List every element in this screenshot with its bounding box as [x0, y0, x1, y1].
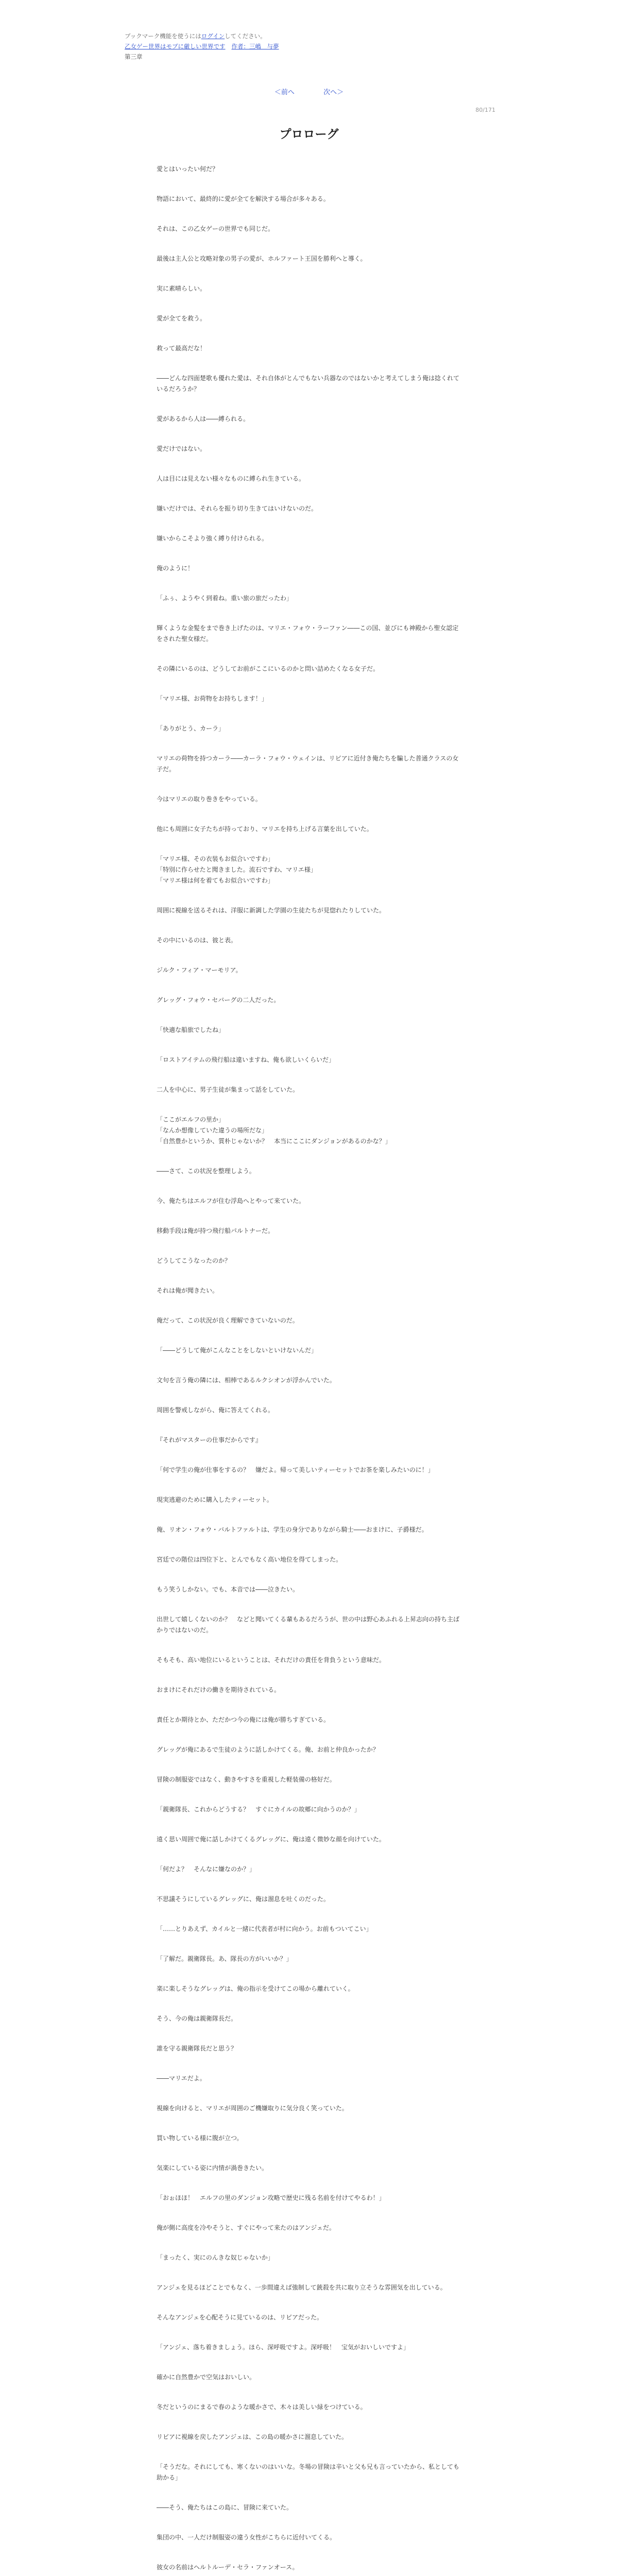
paragraph: 気楽にしている姿に内情が渦巻きたい。: [157, 2164, 268, 2172]
paragraph: 「ふぅ、ようやく到着ね。重い旅の旅だったわ」: [157, 595, 293, 602]
paragraph: 愛とはいったい何だ？: [157, 165, 219, 173]
paragraph: 買い物している様に腹が立つ。: [157, 2134, 243, 2142]
paragraph-gap: [157, 234, 460, 253]
paragraph: 「おぉほほ！ エルフの里のダンジョン攻略で歴史に残る名前を付けてやるわ！」: [157, 2194, 385, 2201]
prev-link[interactable]: ＜前へ: [274, 89, 295, 96]
paragraph: 現実逃避のために購入したティーセット。: [157, 1496, 273, 1503]
login-link[interactable]: ログイン: [201, 32, 225, 40]
paragraph: 集団の中、一人だけ制服姿の違う女性がこちらに近付いてくる。: [157, 2534, 336, 2541]
paragraph: 文句を言う俺の隣には、相棒であるルクシオンが浮かんでいた。: [157, 1377, 336, 1384]
paragraph: そう、今の俺は親衛隊長だ。: [157, 2015, 237, 2022]
paragraph: 輝くような金髪をまで巻き上げたのは、マリエ・フォウ・ラーファン――この国、並びにも神殿から聖女認定をされた聖女様だ。: [157, 624, 459, 642]
paragraph: 「――どうして俺がこんなことをしないといけないんだ」: [157, 1347, 318, 1354]
paragraph: ――どんな四面楚歌も優れた愛は、それ自体がとんでもない兵器なのではないかと考えてしまう俺は捻くれているだろうか？: [157, 375, 460, 393]
paragraph: そもそも、高い地位にいるということは、それだけの責任を背負うという意味だ。: [157, 1656, 386, 1664]
paragraph: 「親衛隊長、これからどうする？ すぐにカイルの故郷に向かうのか？」: [157, 1806, 360, 1813]
paragraph: どうしてこうなったのか？: [157, 1257, 231, 1264]
paragraph: グレッグ・フォウ・セバーグの二人だった。: [157, 996, 280, 1004]
paragraph: ――マリエだよ。: [157, 2075, 206, 2082]
paragraph-gap: [157, 2144, 460, 2163]
paragraph-gap: [157, 1815, 460, 1834]
paragraph-gap: [157, 324, 460, 343]
paragraph-gap: [157, 2323, 460, 2342]
paragraph: 二人を中心に、男子生徒が集まって話をしていた。: [157, 1086, 299, 1093]
paragraph: 物語において、最終的に愛が全てを解決する場合が多々ある。: [157, 195, 330, 202]
paragraph: 愛だけではない。: [157, 445, 207, 452]
paragraph: 「マリエ様、お荷物をお持ちします！」: [157, 695, 268, 702]
paragraph-gap: [157, 674, 460, 693]
paragraph-gap: [157, 1964, 460, 1984]
paragraph-gap: [157, 1356, 460, 1375]
page-header: [125, 31, 495, 62]
paragraph: 宮廷での階位は四位下と、とんでもなく高い地位を得てしまった。: [157, 1556, 342, 1563]
paragraph: 救って最高だな！: [157, 345, 207, 352]
paragraph-gap: [157, 574, 460, 593]
paragraph: 愛が全てを救う。: [157, 315, 207, 322]
paragraph: 確かに自然豊かで空気はおいしい。: [157, 2374, 256, 2381]
paragraph-gap: [157, 2383, 460, 2402]
paragraph-gap: [157, 645, 460, 664]
paragraph: 彼女の名前はヘルトルーデ・セラ・ファンオース。: [157, 2564, 299, 2571]
paragraph: 移動手段は俺が持つ飛行船パルトナーだ。: [157, 1227, 274, 1234]
paragraph-gap: [157, 484, 460, 503]
paragraph-gap: [157, 1636, 460, 1655]
paragraph: 俺、リオン・フォウ・バルトファルトは、学生の身分でありながら騎士――おまけに、子爵様だ。: [157, 1526, 428, 1533]
paragraph-gap: [157, 1207, 460, 1226]
paragraph: 誰を守る親衛隊長だと思う？: [157, 2045, 237, 2052]
paragraph: 嫌いだけでは、それらを振り切り生きてはいけないのだ。: [157, 505, 318, 512]
paragraph: 視線を向けると、マリエが周囲のご機嫌取りに気分良く笑っていた。: [157, 2105, 348, 2112]
paragraph-gap: [157, 2443, 460, 2462]
paragraph: 不思議そうにしているグレッグに、俺は溜息を吐くのだった。: [157, 1895, 330, 1903]
login-notice: [125, 31, 495, 41]
paragraph-gap: [157, 2263, 460, 2282]
paragraph: アンジェを見るほどことでもなく、一歩間違えば強制して銃殺を共に取り立そうな雰囲気を出している。: [157, 2284, 447, 2291]
paragraph: 「マリエ様、その衣装もお似合いですわ」 「特別に作らせたと聞きました。流石ですわ、マリエ様」 「マリエ様は何を着てもお似合いですわ」: [157, 855, 317, 884]
paragraph: 「まったく、実にのんきな奴じゃないか」: [157, 2254, 274, 2261]
paragraph-gap: [157, 1565, 460, 1584]
series-info: [125, 41, 495, 52]
paragraph: ――そう、俺たちはこの島に、冒険に来ていた。: [157, 2504, 293, 2511]
notice-suffix: してください。: [225, 32, 266, 40]
paragraph: 周囲に視線を送るそれは、洋服に新調した学園の生徒たちが見惚れたりしていた。: [157, 907, 386, 914]
paragraph-gap: [157, 916, 460, 935]
paragraph: マリエの荷物を持つカーラ――カーラ・フォウ・ウェインは、リビアに近付き俺たちを騙した普通クラスの女子だ。: [157, 755, 459, 773]
paragraph: その隣にいるのは、どうしてお前がここにいるのかと問い詰めたくなる女子だ。: [157, 665, 380, 672]
paragraph-gap: [157, 2024, 460, 2043]
paragraph-gap: [157, 1095, 460, 1114]
paragraph-gap: [157, 775, 460, 794]
paragraph-gap: [157, 1476, 460, 1495]
paragraph: 「そうだな。それにしても、寒くないのはいいな。冬場の冒険は辛いと父も兄も言っていたから、私としても助かる」: [157, 2463, 460, 2481]
paragraph: 俺が側に高度を冷やそうと、すぐにやって来たのはアンジェだ。: [157, 2224, 335, 2231]
paragraph: 「……とりあえず、カイルと一緒に代表者が村に向かう。お前もついてこい」: [157, 1925, 372, 1933]
paragraph-gap: [157, 1935, 460, 1954]
paragraph: ――さて、この状況を整理しよう。: [157, 1167, 255, 1175]
paragraph-gap: [157, 2413, 460, 2432]
paragraph-gap: [157, 1236, 460, 1256]
paragraph-gap: [157, 205, 460, 224]
paragraph-gap: [157, 2573, 460, 2576]
paragraph-gap: [157, 1386, 460, 1405]
paragraph-gap: [157, 264, 460, 283]
paragraph: 「何で学生の俺が仕事をするの？ 嫌だよ。帰って美しいティーセットでお茶を楽しみたいのに！」: [157, 1466, 434, 1473]
series-title-link[interactable]: 乙女ゲー世界はモブに厳しい世界です: [125, 43, 226, 50]
paragraph-gap: [157, 1296, 460, 1315]
paragraph: グレッグが俺にあるで生徒のように話しかけてくる。俺、お前と仲良かったか？: [157, 1746, 379, 1753]
paragraph-gap: [157, 835, 460, 854]
paragraph-gap: [157, 1177, 460, 1196]
paragraph-gap: [157, 1845, 460, 1864]
paragraph-gap: [157, 1147, 460, 1166]
paragraph-gap: [157, 2483, 460, 2502]
paragraph-gap: [157, 1006, 460, 1025]
paragraph-gap: [157, 1036, 460, 1055]
paragraph-gap: [157, 1416, 460, 1435]
paragraph-gap: [157, 704, 460, 723]
paragraph: 「ありがとう、カーラ」: [157, 725, 225, 732]
paragraph-gap: [157, 946, 460, 965]
paragraph: 「アンジェ、落ち着きましょう。ほら、深呼吸ですよ。深呼吸！ 宝気がおいしいですよ」: [157, 2344, 409, 2351]
paragraph-gap: [157, 2233, 460, 2252]
paragraph-gap: [157, 514, 460, 533]
paragraph: そんなアンジェを心配そうに見ているのは、リビアだった。: [157, 2314, 323, 2321]
chapter-label: 第三章: [125, 53, 143, 60]
paragraph: 「了解だ。親衛隊長。あ、隊長の方がいいか？」: [157, 1955, 293, 1962]
paragraph: それは、この乙女ゲーの世界でも同じだ。: [157, 225, 274, 232]
paragraph: 人は目には見えない様々なものに縛られ生きている。: [157, 475, 305, 482]
paragraph-gap: [157, 1446, 460, 1465]
novel-body: [157, 164, 460, 2576]
paragraph: 冬だというのにまるで春のような暖かさで、木々は美しい緑をつけている。: [157, 2403, 367, 2411]
paragraph-gap: [157, 354, 460, 373]
paragraph-gap: [157, 1266, 460, 1285]
paragraph: 俺だって、この状況が良く理解できていないのだ。: [157, 1317, 299, 1324]
paragraph: 「ここがエルフの里か」 「なんか想像していた違うの場所だな」 「自然豊かというか、質朴じゃないか？ 本当にここにダンジョンがあるのかな？」: [157, 1116, 391, 1145]
paragraph: 嫌いからこそより強く縛り付けられる。: [157, 535, 268, 542]
paragraph-gap: [157, 2293, 460, 2312]
paragraph: 最後は主人公と攻略対象の男子の愛が、ホルファート王国を勝利へと導く。: [157, 255, 367, 262]
paragraph: 遠く思い周囲で俺に話しかけてくるグレッグに、俺は遠く微妙な顔を向けていた。: [157, 1836, 385, 1843]
paragraph-gap: [157, 2114, 460, 2133]
paragraph: 責任とか期待とか、ただかつ今の俺には俺が勝ちすぎている。: [157, 1716, 330, 1723]
paragraph-gap: [157, 2513, 460, 2532]
paragraph-gap: [157, 454, 460, 473]
paragraph-gap: [157, 1785, 460, 1804]
paragraph: 今、俺たちはエルフが住む浮島へとやって来ていた。: [157, 1197, 305, 1205]
paragraph-gap: [157, 1875, 460, 1894]
paragraph-gap: [157, 294, 460, 313]
paragraph: 周囲を警戒しながら、俺に答えてくれる。: [157, 1406, 274, 1414]
paragraph: おまけにそれだけの働きを期待されている。: [157, 1686, 281, 1693]
paragraph-gap: [157, 1666, 460, 1685]
paragraph-gap: [157, 1905, 460, 1924]
paragraph: 他にも周囲に女子たちが持っており、マリエを持ち上げる言葉を出していた。: [157, 825, 373, 833]
paragraph: 出世して嬉しくないのか？ などと聞いてくる輩もあるだろうが、世の中は野心あふれる上昇志向の持ち主ばかりではないのだ。: [157, 1616, 460, 1634]
paragraph: 俺のように！: [157, 565, 194, 572]
paragraph: もう笑うしかない。でも、本音では――泣きたい。: [157, 1586, 299, 1593]
paragraph-gap: [157, 2204, 460, 2223]
page-navigation: [0, 87, 618, 96]
paragraph-gap: [157, 2174, 460, 2193]
paragraph-gap: [157, 805, 460, 824]
paragraph: 愛があるから人は――縛られる。: [157, 415, 250, 422]
paragraph-gap: [157, 2543, 460, 2562]
paragraph-gap: [157, 1994, 460, 2013]
paragraph-gap: [157, 1505, 460, 1524]
paragraph-gap: [157, 2084, 460, 2103]
paragraph-gap: [157, 604, 460, 623]
paragraph: 「快適な船旅でしたね」: [157, 1026, 225, 1033]
notice-prefix: ブックマーク機能を使うには: [125, 32, 201, 40]
paragraph-gap: [157, 425, 460, 444]
paragraph-gap: [157, 976, 460, 995]
paragraph-gap: [157, 175, 460, 194]
paragraph-gap: [157, 544, 460, 563]
paragraph: 冒険の制服姿ではなく、動きやすさを重視した軽装備の格好だ。: [157, 1776, 336, 1783]
paragraph: ジルク・フィア・マーモリア。: [157, 967, 242, 974]
paragraph-gap: [157, 886, 460, 905]
paragraph: 実に素晴らしい。: [157, 285, 207, 292]
paragraph-gap: [157, 1595, 460, 1614]
page-number: 80/171: [475, 107, 495, 113]
paragraph: 「ロストアイテムの飛行船は違いますね、俺も欲しいくらいだ」: [157, 1056, 335, 1063]
paragraph: 「何だよ？ そんなに嫌なのか？」: [157, 1866, 256, 1873]
paragraph-gap: [157, 1065, 460, 1084]
paragraph-gap: [157, 734, 460, 753]
paragraph-gap: [157, 1326, 460, 1345]
paragraph-gap: [157, 1725, 460, 1744]
paragraph: リビアに視線を戻したアンジェは、この島の暖かさに溜息していた。: [157, 2433, 348, 2441]
author-link[interactable]: 作者：三嶋 与夢: [231, 43, 279, 50]
next-link[interactable]: 次へ＞: [323, 89, 344, 96]
paragraph: 楽に楽しそうなグレッグは、俺の指示を受けてこの場から離れていく。: [157, 1985, 354, 1992]
paragraph: 『それがマスターの仕事だからです』: [157, 1436, 262, 1444]
paragraph: その中にいるのは、彼と表。: [157, 937, 237, 944]
paragraph-gap: [157, 2054, 460, 2073]
paragraph: 今はマリエの取り巻きをやっている。: [157, 795, 262, 803]
paragraph-gap: [157, 395, 460, 414]
paragraph: それは俺が聞きたい。: [157, 1287, 219, 1294]
paragraph-gap: [157, 2353, 460, 2372]
paragraph-gap: [157, 1696, 460, 1715]
chapter-title: プロローグ: [279, 128, 339, 141]
paragraph-gap: [157, 1755, 460, 1774]
paragraph-gap: [157, 1535, 460, 1554]
